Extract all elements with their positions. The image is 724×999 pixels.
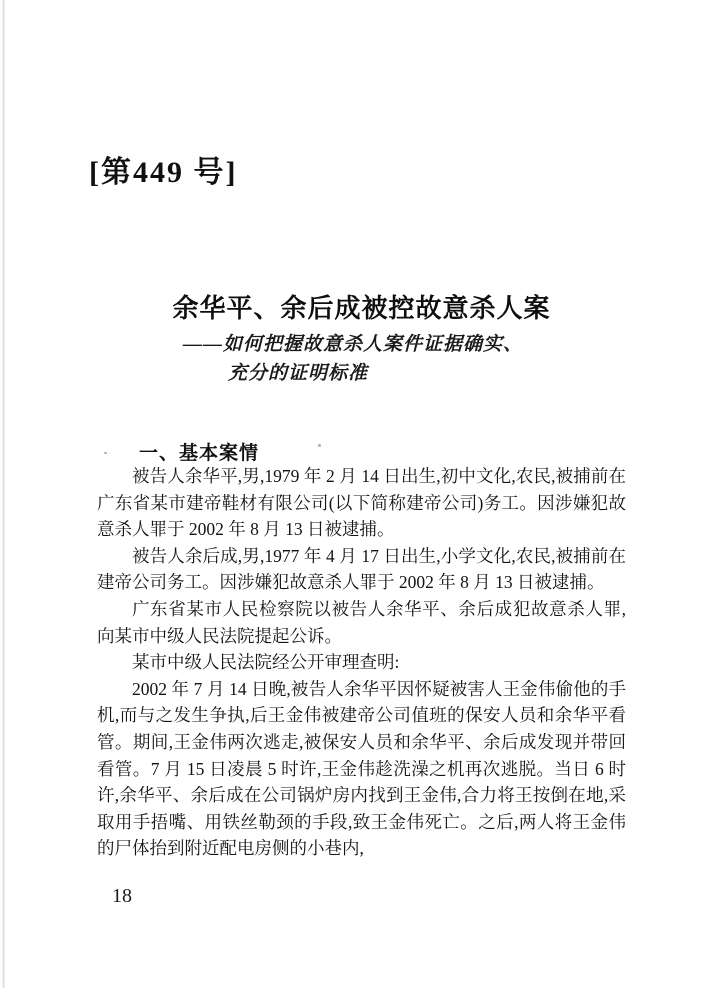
scan-edge-artifact [2,0,5,988]
body-paragraph: 某市中级人民法院经公开审理查明: [132,652,400,673]
case-number: [第449 号] [89,156,238,189]
body-paragraph: 被告人余后成,男,1977 年 4 月 17 日出生,小学文化,农民,被捕前在建帝公司务工。因涉嫌犯故意杀人罪于 2002 年 8 月 13 日被逮捕。 [97,545,626,593]
case-body [97,463,626,862]
case-subtitle [183,331,523,388]
subtitle-line-1: ——如何把握故意杀人案件证据确实、 [183,334,524,355]
section-heading: 一、基本案情 [139,443,260,464]
subtitle-line-2: 充分的证明标准 [228,362,369,384]
scan-dot-artifact [104,452,107,454]
page-number: 18 [112,885,132,907]
case-title: 余华平、余后成被控故意杀人案 [172,294,551,323]
body-paragraph: 2002 年 7 月 14 日晚,被告人余华平因怀疑被害人王金伟偷他的手机,而与之发生争执,后王金伟被建帝公司值班的保安人员和余华平看管。期间,王金伟两次逃走,被保安人员和余华平、余后成发现并带回看管。7 月 15 日凌晨 5 时许,王金伟趁洗澡之机再次逃脱。当日 6 时许,余华平、余后成在公司锅炉房内找到王金伟,合力将王按倒在地,采取用手捂嘴、用铁丝勒颈的手段,致王金伟死亡。之后,两人将王金伟的尸体抬到附近配电房侧的小巷内, [97,678,626,859]
body-paragraph: 被告人余华平,男,1979 年 2 月 14 日出生,初中文化,农民,被捕前在广东省某市建帝鞋材有限公司(以下简称建帝公司)务工。因涉嫌犯故意杀人罪于 2002 年 8 月 13 日被逮捕。 [97,466,626,540]
body-paragraph: 广东省某市人民检察院以被告人余华平、余后成犯故意杀人罪,向某市中级人民法院提起公诉。 [97,598,626,646]
scan-dot-artifact [318,444,321,447]
